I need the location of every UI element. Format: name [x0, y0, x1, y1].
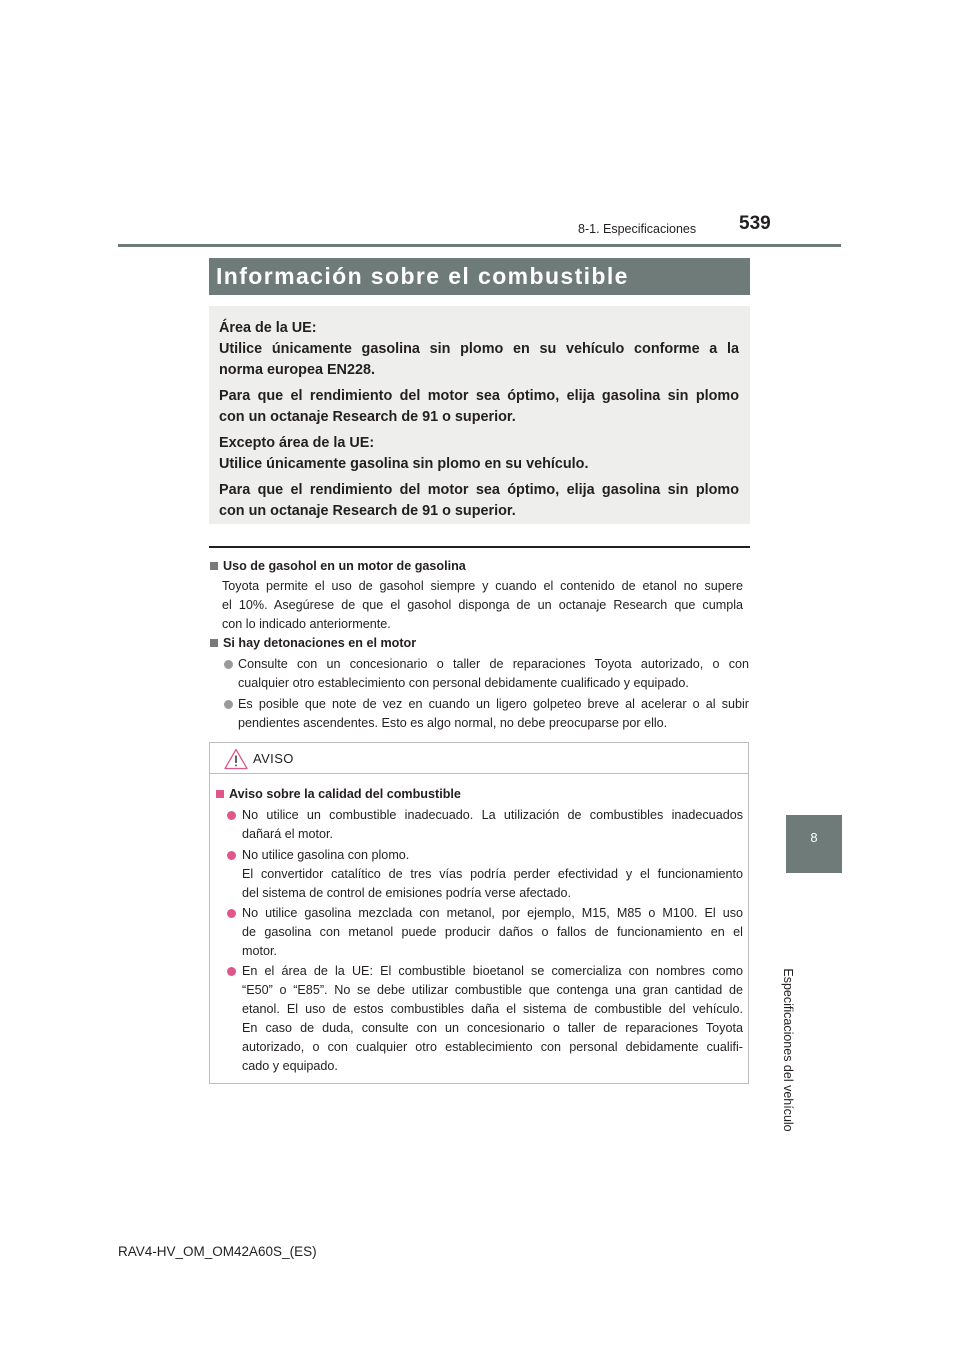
gasohol-heading: Uso de gasohol en un motor de gasolina [210, 557, 466, 576]
info-line: Para que el rendimiento del motor sea óptimo, elija gasolina sin plomo [219, 388, 739, 404]
warning-bullet-1: No utilice un combustible inadecuado. La utilización de combustibles inadecuados dañará el motor. [242, 808, 743, 841]
header-rule [118, 244, 841, 247]
bullet-dot-icon [224, 660, 233, 669]
warning-bullet-3: No utilice gasolina mezclada con metanol, por ejemplo, M15, M85 o M100. El uso de gasolina con metanol puede producir daños o fallos de funcionamiento en el motor. [242, 906, 743, 958]
info-line: Excepto área de la UE: [219, 435, 375, 451]
page-number: 539 [739, 213, 771, 234]
square-bullet-icon [210, 562, 218, 570]
bullet-dot-icon [227, 967, 236, 976]
info-line: Para que el rendimiento del motor sea óptimo, elija gasolina sin plomo [219, 482, 739, 498]
knocking-heading: Si hay detonaciones en el motor [210, 634, 416, 653]
info-line: norma europea EN228. [219, 362, 375, 378]
square-bullet-icon [210, 639, 218, 647]
knocking-bullet-1: Consulte con un concesionario o taller de reparaciones Toyota autorizado, o con cualquier otro establecimiento con personal debidamente cualificado y equipado. [238, 657, 749, 690]
warning-bullet-4: En el área de la UE: El combustible bioetanol se comercializa con nombres como “E50” o “E85”. No se debe utilizar combustible que contenga una gran cantidad de etanol. El uso de estos combustibles daña el sistema de combustible del vehículo. En caso de duda, consulte con un concesionario o taller de reparaciones Toyota autorizado, o con cualquier otro establecimiento con personal debidamente cualifi- cado y equipado. [242, 964, 743, 1073]
info-line: Utilice únicamente gasolina sin plomo en su vehículo conforme a la [219, 341, 739, 357]
info-line: Área de la UE: [219, 320, 317, 336]
gasohol-paragraph: Toyota permite el uso de gasohol siempre y cuando el contenido de etanol no supere el 10%. Asegúrese de que el gasohol disponga de un octanaje Research que cumpla con lo indicado anteriormente. [222, 579, 743, 631]
chapter-number: 8 [810, 830, 818, 845]
warning-bullet-2: No utilice gasolina con plomo. El convertidor catalítico de tres vías podría perder efectividad y el funcionamiento del sistema de control de emisiones podría verse afectado. [242, 848, 743, 900]
bullet-dot-icon [227, 909, 236, 918]
warning-triangle-icon [224, 748, 248, 770]
fuel-info-box [209, 306, 750, 524]
section-divider [209, 546, 750, 548]
bullet-dot-icon [224, 700, 233, 709]
warning-heading: Aviso sobre la calidad del combustible [216, 785, 461, 804]
info-line: con un octanaje Research de 91 o superior. [219, 503, 516, 519]
document-code: RAV4-HV_OM_OM42A60S_(ES) [118, 1244, 317, 1259]
warning-separator [210, 773, 749, 774]
knocking-bullet-2: Es posible que note de vez en cuando un ligero golpeteo breve al acelerar o al subir pendientes ascendentes. Esto es algo normal, no debe preocuparse por ello. [238, 697, 749, 730]
page-title: Información sobre el combustible [216, 263, 629, 289]
bullet-dot-icon [227, 851, 236, 860]
chapter-title-vertical [780, 968, 810, 1132]
info-line: con un octanaje Research de 91 o superior. [219, 409, 516, 425]
warning-label: AVISO [253, 751, 294, 766]
bullet-dot-icon [227, 811, 236, 820]
square-bullet-icon [216, 790, 224, 798]
section-label: 8-1. Especificaciones [578, 222, 697, 236]
chapter-title: Especificaciones del vehículo [781, 968, 795, 1132]
info-line: Utilice únicamente gasolina sin plomo en su vehículo. [219, 456, 589, 472]
